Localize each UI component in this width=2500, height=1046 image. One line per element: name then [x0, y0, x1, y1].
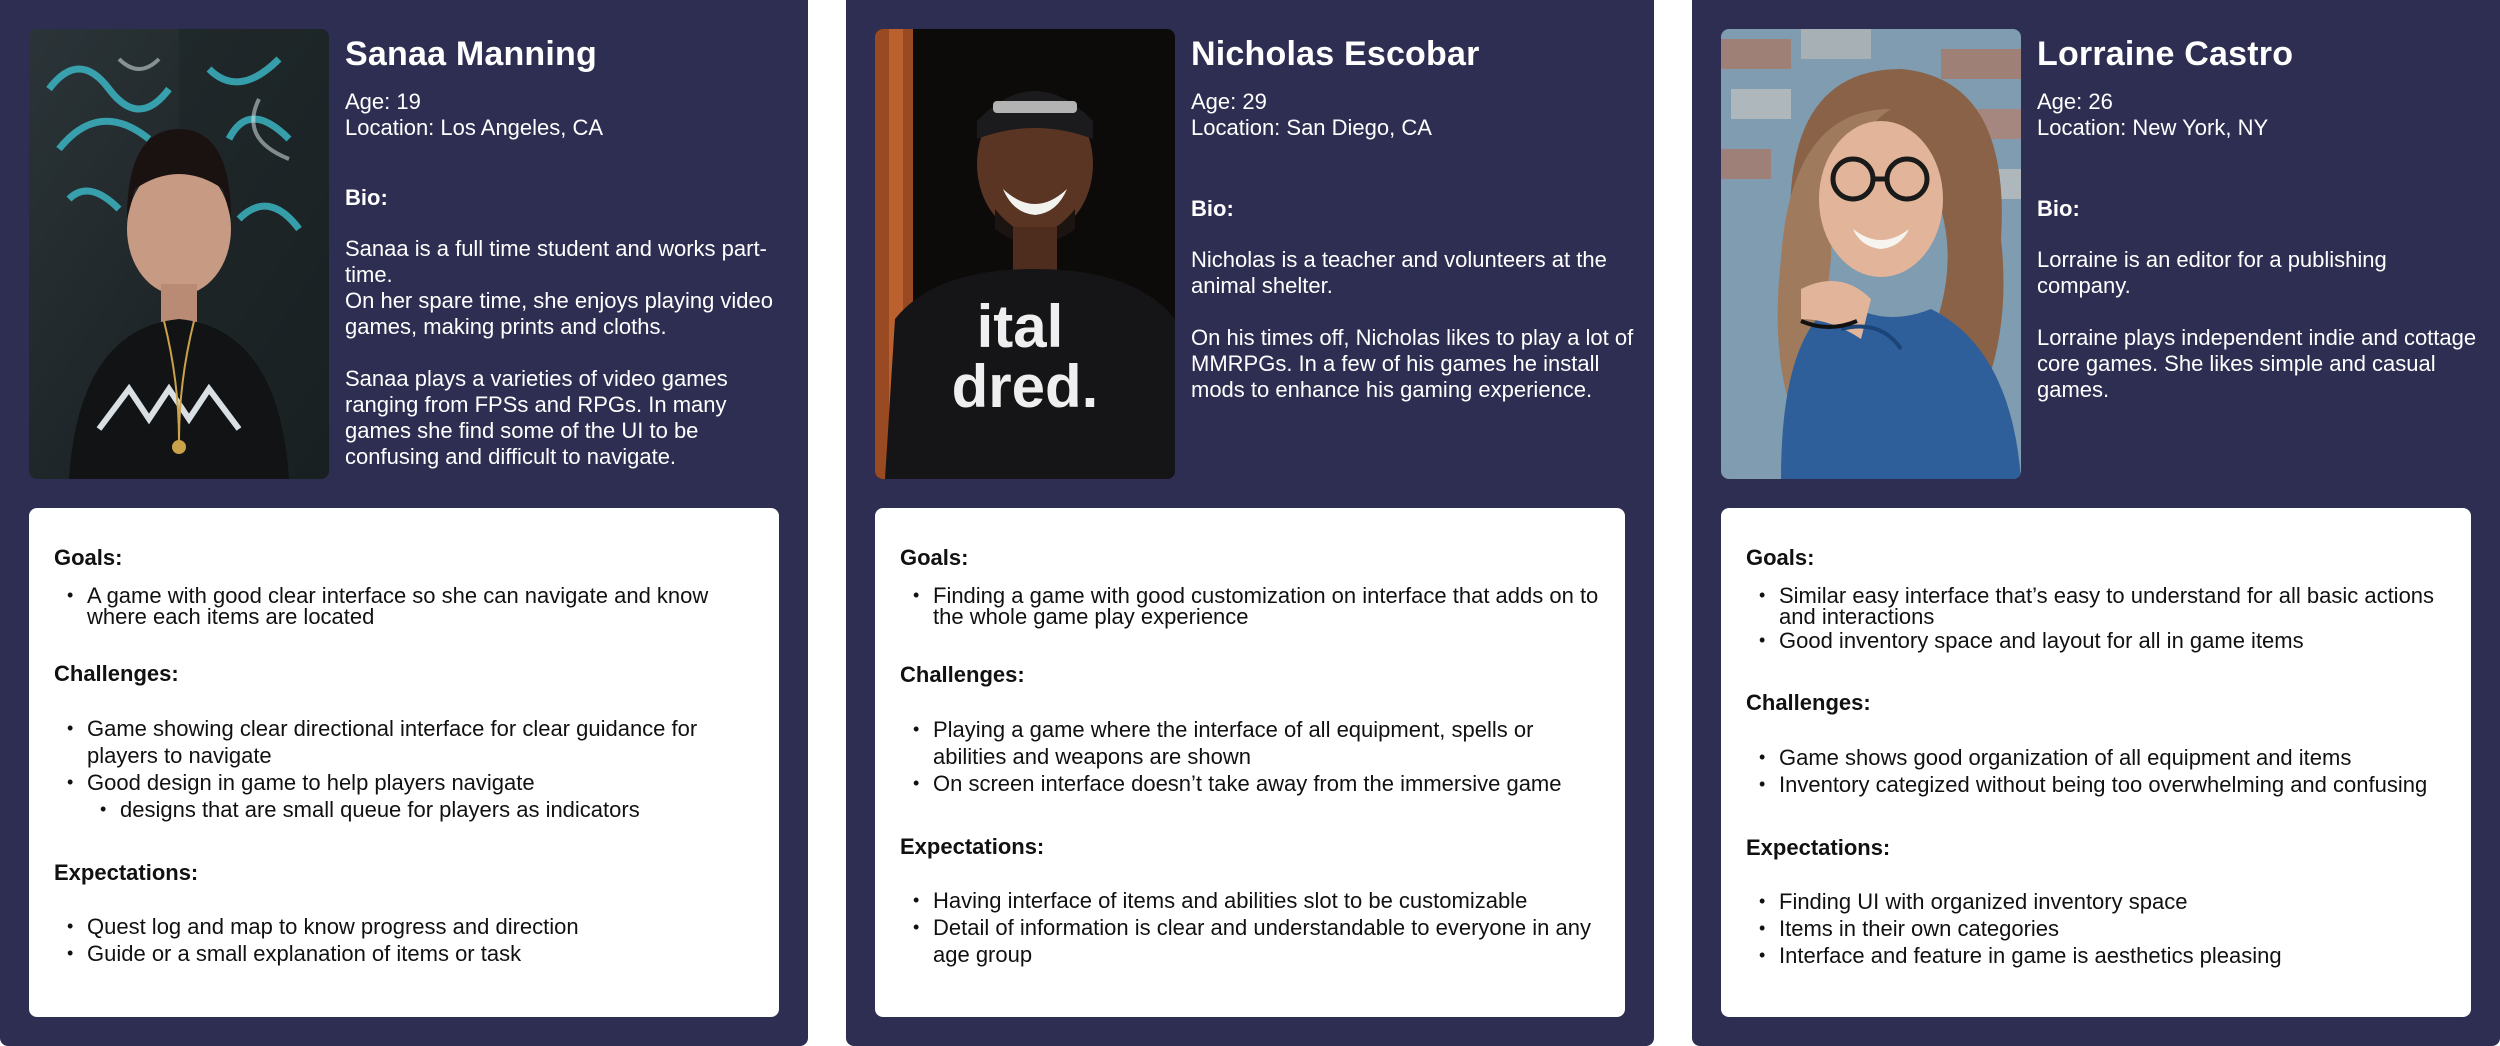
list-item: • Finding a game with good customization on interface that adds on to the whole game play experience [900, 585, 1599, 627]
persona-photo [29, 29, 329, 479]
bio-label: Bio: [345, 185, 388, 210]
persona-card-lorraine [1692, 0, 2500, 1046]
bio-paragraph: Sanaa plays a varieties of video games ranging from FPSs and RPGs. In many games she find some of the UI to be confusing and difficult to navigate. [345, 366, 728, 469]
persona-location: Location: Los Angeles, CA [345, 115, 604, 140]
portrait-image [29, 29, 329, 479]
goals-label: Goals: [900, 545, 969, 570]
expectations-list [54, 913, 753, 967]
shirt-print: ital [976, 293, 1064, 360]
persona-location: Location: New York, NY [2037, 115, 2269, 140]
persona-name: Nicholas Escobar [1191, 35, 1480, 73]
expectations-list [1746, 888, 2445, 969]
bio-paragraph: Nicholas is a teacher and volunteers at the animal shelter. [1191, 247, 1607, 298]
list-item: • Game shows good organization of all equipment and items [1746, 744, 2445, 771]
list-item: • designs that are small queue for players as indicators [54, 796, 753, 823]
bio-paragraph: Lorraine is an editor for a publishing company. [2037, 247, 2387, 298]
list-item: • A game with good clear interface so she can navigate and know where each items are located [54, 585, 753, 627]
portrait-image [1721, 29, 2021, 479]
challenges-list [1746, 744, 2445, 798]
persona-age: Age: 29 [1191, 89, 1267, 114]
goals-list [1746, 585, 2445, 654]
bio-label: Bio: [1191, 196, 1234, 221]
persona-details-panel [1721, 508, 2471, 1017]
list-item: • Detail of information is clear and understandable to everyone in any age group [900, 914, 1599, 968]
challenges-list [54, 715, 753, 823]
persona-details-panel [875, 508, 1625, 1017]
expectations-label: Expectations: [900, 834, 1045, 859]
list-item: • Items in their own categories [1746, 915, 2445, 942]
goals-list [900, 585, 1599, 627]
challenges-label: Challenges: [54, 661, 179, 686]
persona-name: Lorraine Castro [2037, 35, 2294, 73]
goals-label: Goals: [1746, 545, 1815, 570]
persona-photo [875, 29, 1175, 479]
persona-location: Location: San Diego, CA [1191, 115, 1432, 140]
list-item: • Interface and feature in game is aesthetics pleasing [1746, 942, 2445, 969]
list-item: • Quest log and map to know progress and direction [54, 913, 753, 940]
persona-card-sanaa [0, 0, 808, 1046]
bio-paragraph: Lorraine plays independent indie and cottage core games. She likes simple and casual games. [2037, 325, 2477, 402]
expectations-list [900, 887, 1599, 968]
portrait-image [875, 29, 1175, 479]
challenges-label: Challenges: [1746, 690, 1871, 715]
expectations-label: Expectations: [54, 860, 199, 885]
list-item: • Game showing clear directional interface for clear guidance for players to navigate [54, 715, 753, 769]
list-item: • Inventory categized without being too overwhelming and confusing [1746, 771, 2445, 798]
list-item: • Finding UI with organized inventory space [1746, 888, 2445, 915]
bio-label: Bio: [2037, 196, 2080, 221]
list-item: • Similar easy interface that’s easy to understand for all basic actions and interactions [1746, 585, 2445, 627]
persona-photo [1721, 29, 2021, 479]
bio-paragraph: Sanaa is a full time student and works part-time. On her spare time, she enjoys playing video games, making prints and cloths. [345, 236, 774, 339]
persona-age: Age: 26 [2037, 89, 2113, 114]
challenges-label: Challenges: [900, 662, 1025, 687]
goals-label: Goals: [54, 545, 123, 570]
list-item: • Having interface of items and abilities slot to be customizable [900, 887, 1599, 914]
bio-paragraph: On his times off, Nicholas likes to play a lot of MMRPGs. In a few of his games he install mods to enhance his gaming experience. [1191, 325, 1634, 402]
persona-name: Sanaa Manning [345, 35, 597, 73]
persona-info [1191, 34, 1636, 403]
persona-age: Age: 19 [345, 89, 421, 114]
challenges-list [900, 716, 1599, 797]
persona-info [2037, 34, 2482, 403]
goals-list [54, 585, 753, 627]
list-item: • On screen interface doesn’t take away from the immersive game [900, 770, 1599, 797]
persona-info [345, 34, 790, 470]
persona-details-panel [29, 508, 779, 1017]
list-item: • Guide or a small explanation of items or task [54, 940, 753, 967]
list-item: • Playing a game where the interface of all equipment, spells or abilities and weapons are shown [900, 716, 1599, 770]
shirt-print: dred. [951, 353, 1099, 420]
list-item: • Good design in game to help players navigate [54, 769, 753, 796]
expectations-label: Expectations: [1746, 835, 1891, 860]
persona-card-nicholas [846, 0, 1654, 1046]
list-item: • Good inventory space and layout for all in game items [1746, 627, 2445, 654]
